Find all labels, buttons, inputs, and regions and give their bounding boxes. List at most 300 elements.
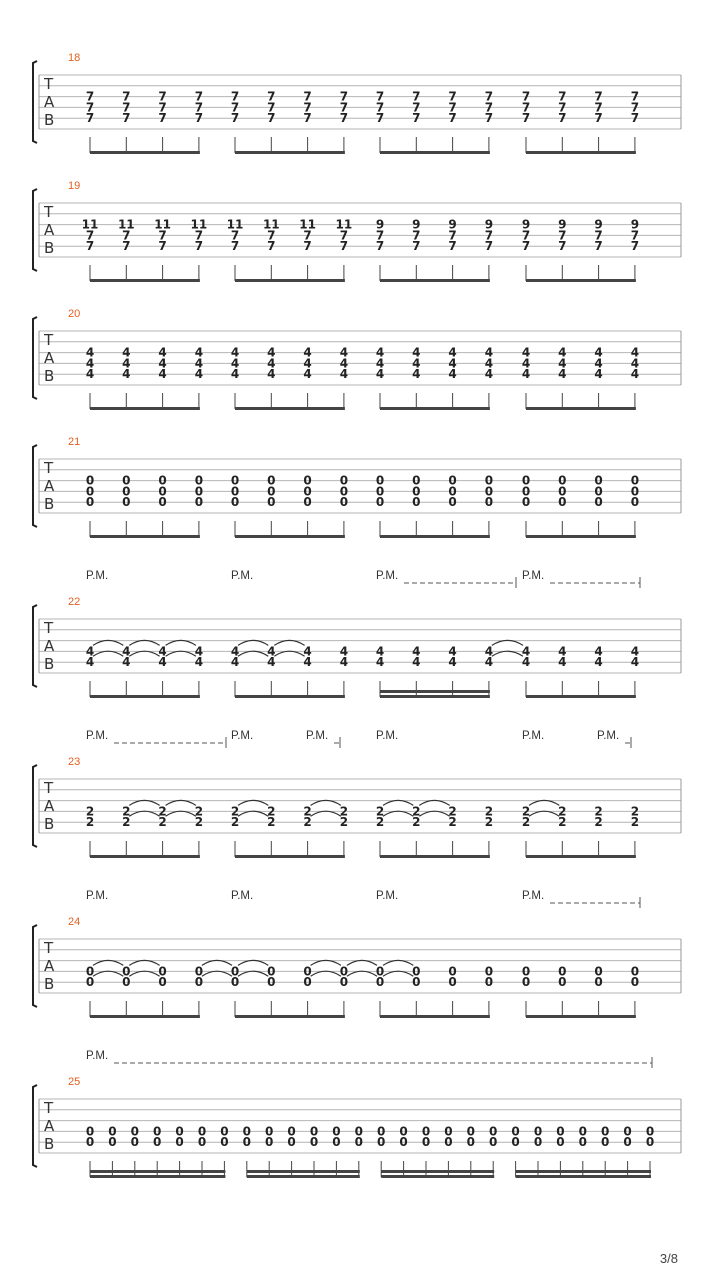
fret-number: 0 (521, 473, 531, 488)
fret-number: 7 (158, 89, 167, 104)
fret-number: 7 (158, 111, 167, 126)
tab-letter: T (44, 779, 54, 797)
fret-number: 11 (190, 217, 208, 232)
fret-number: 7 (412, 100, 421, 115)
fret-number: 4 (448, 345, 457, 360)
fret-number: 0 (630, 964, 640, 979)
fret-number: 7 (194, 228, 204, 243)
fret-number: 2 (630, 815, 640, 830)
fret-number: 7 (375, 100, 385, 115)
fret-number: 7 (412, 228, 421, 243)
fret-number: 7 (303, 89, 312, 104)
fret-number: 9 (594, 217, 603, 232)
fret-number: 2 (484, 804, 494, 819)
fret-number: 7 (484, 111, 494, 126)
fret-number: 0 (194, 495, 204, 510)
palm-mute-label: P.M. (597, 730, 620, 742)
staff-brace (33, 765, 37, 847)
fret-number: 0 (412, 495, 421, 510)
fret-number: 0 (303, 484, 312, 499)
fret-number: 7 (558, 89, 567, 104)
fret-number: 4 (630, 367, 640, 382)
fret-number: 7 (521, 111, 531, 126)
fret-number: 4 (230, 345, 240, 360)
tab-letter: A (44, 797, 55, 815)
fret-number: 7 (85, 239, 95, 254)
fret-number: 2 (267, 804, 276, 819)
note-beam (526, 855, 636, 858)
fret-number: 7 (375, 89, 385, 104)
note-beam (381, 1170, 494, 1173)
tie (129, 640, 159, 645)
fret-number: 4 (594, 345, 603, 360)
fret-number: 0 (108, 1124, 117, 1139)
measure-18 (33, 52, 681, 154)
tie (347, 960, 377, 965)
fret-number: 7 (122, 239, 131, 254)
fret-number: 2 (448, 815, 457, 830)
fret-number: 7 (194, 111, 204, 126)
fret-number: 0 (444, 1124, 453, 1139)
fret-number: 4 (339, 356, 349, 371)
fret-number: 0 (521, 495, 531, 510)
note-beam (380, 695, 490, 698)
fret-number: 0 (303, 964, 312, 979)
tab-letter: A (44, 637, 55, 655)
tab-letter: A (44, 1117, 55, 1135)
fret-number: 0 (484, 495, 494, 510)
fret-number: 0 (220, 1124, 229, 1139)
fret-number: 4 (267, 655, 276, 670)
fret-number: 0 (175, 1124, 184, 1139)
tie (238, 811, 268, 816)
fret-number: 4 (375, 644, 385, 659)
fret-number: 0 (339, 964, 349, 979)
tab-letter: B (44, 111, 55, 129)
tab-letter: T (44, 1099, 54, 1117)
fret-number: 4 (85, 655, 95, 670)
measure-20 (33, 308, 681, 410)
fret-number: 0 (375, 975, 385, 990)
fret-number: 0 (377, 1124, 386, 1139)
tie (419, 800, 449, 805)
palm-mute-label: P.M. (306, 730, 329, 742)
fret-number: 0 (122, 975, 131, 990)
fret-number: 0 (412, 975, 421, 990)
measure-number: 18 (68, 52, 81, 64)
fret-number: 7 (122, 111, 131, 126)
fret-number: 0 (448, 495, 457, 510)
note-beam (90, 855, 200, 858)
fret-number: 7 (448, 228, 457, 243)
fret-number: 2 (448, 804, 457, 819)
fret-number: 7 (267, 89, 276, 104)
fret-number: 7 (85, 228, 95, 243)
fret-number: 0 (130, 1135, 139, 1150)
palm-mute-label: P.M. (86, 890, 109, 902)
fret-number: 2 (521, 804, 531, 819)
fret-number: 4 (122, 644, 131, 659)
tie (93, 971, 123, 976)
fret-number: 0 (630, 484, 640, 499)
tab-letter: T (44, 75, 54, 93)
fret-number: 4 (122, 356, 131, 371)
note-beam (247, 1175, 360, 1178)
fret-number: 2 (375, 815, 385, 830)
tie (529, 811, 559, 816)
palm-mute-label: P.M. (376, 570, 399, 582)
fret-number: 0 (645, 1135, 655, 1150)
staff-brace (33, 189, 37, 271)
fret-number: 7 (484, 228, 494, 243)
fret-number: 4 (303, 345, 312, 360)
note-beam (380, 151, 490, 154)
fret-number: 0 (521, 964, 531, 979)
palm-mute-label: P.M. (231, 730, 254, 742)
tab-letter: A (44, 93, 55, 111)
fret-number: 0 (630, 975, 640, 990)
fret-number: 0 (267, 473, 276, 488)
fret-number: 7 (230, 228, 240, 243)
fret-number: 4 (521, 367, 531, 382)
fret-number: 0 (533, 1124, 543, 1139)
fret-number: 4 (158, 367, 167, 382)
tab-letter: B (44, 815, 55, 833)
fret-number: 4 (158, 345, 167, 360)
fret-number: 7 (594, 100, 603, 115)
fret-number: 2 (267, 815, 276, 830)
palm-mute-label: P.M. (522, 570, 545, 582)
tie (529, 800, 559, 805)
fret-number: 7 (267, 228, 276, 243)
fret-number: 9 (484, 217, 494, 232)
measure-number: 21 (68, 436, 81, 448)
fret-number: 2 (158, 815, 167, 830)
fret-number: 7 (85, 100, 95, 115)
fret-number: 4 (630, 356, 640, 371)
fret-number: 4 (267, 356, 276, 371)
fret-number: 4 (412, 345, 421, 360)
fret-number: 4 (303, 655, 312, 670)
note-beam (235, 855, 345, 858)
note-beam (235, 535, 345, 538)
tie (129, 811, 159, 816)
tie (238, 651, 268, 656)
fret-number: 0 (558, 495, 567, 510)
tie (166, 800, 196, 805)
fret-number: 0 (511, 1135, 520, 1150)
fret-number: 4 (630, 644, 640, 659)
tie (383, 960, 413, 965)
fret-number: 7 (303, 239, 312, 254)
measure-number: 24 (68, 916, 81, 928)
fret-number: 4 (194, 345, 204, 360)
fret-number: 0 (122, 964, 131, 979)
fret-number: 7 (448, 111, 457, 126)
fret-number: 0 (354, 1135, 363, 1150)
fret-number: 4 (594, 367, 603, 382)
fret-number: 4 (558, 356, 567, 371)
staff-brace (33, 317, 37, 399)
fret-number: 7 (230, 89, 240, 104)
fret-number: 7 (521, 100, 531, 115)
fret-number: 7 (303, 228, 312, 243)
fret-number: 7 (484, 89, 494, 104)
fret-number: 7 (267, 111, 276, 126)
note-beam (526, 535, 636, 538)
fret-number: 4 (412, 367, 421, 382)
tie (202, 971, 232, 976)
fret-number: 0 (158, 975, 167, 990)
fret-number: 7 (448, 100, 457, 115)
note-beam (380, 1015, 490, 1018)
fret-number: 0 (645, 1124, 655, 1139)
palm-mute-label: P.M. (86, 570, 109, 582)
fret-number: 0 (448, 484, 457, 499)
fret-number: 0 (153, 1124, 162, 1139)
tab-letter: A (44, 957, 55, 975)
measure-19 (33, 180, 681, 282)
fret-number: 4 (448, 655, 457, 670)
fret-number: 2 (594, 815, 603, 830)
tab-letter: B (44, 655, 55, 673)
fret-number: 0 (267, 964, 276, 979)
fret-number: 0 (578, 1135, 587, 1150)
palm-mute-label: P.M. (86, 730, 109, 742)
fret-number: 7 (412, 239, 421, 254)
staff-brace (33, 605, 37, 687)
fret-number: 4 (484, 655, 494, 670)
fret-number: 0 (484, 484, 494, 499)
fret-number: 7 (339, 111, 349, 126)
note-beam (380, 690, 490, 693)
fret-number: 7 (630, 228, 640, 243)
note-beam (90, 407, 200, 410)
fret-number: 11 (226, 217, 244, 232)
tie (93, 960, 123, 965)
fret-number: 2 (339, 804, 349, 819)
fret-number: 9 (412, 217, 421, 232)
fret-number: 4 (194, 356, 204, 371)
fret-number: 7 (339, 239, 349, 254)
fret-number: 0 (130, 1124, 139, 1139)
fret-number: 4 (594, 356, 603, 371)
fret-number: 7 (558, 100, 567, 115)
fret-number: 2 (122, 804, 131, 819)
palm-mute-label: P.M. (231, 890, 254, 902)
fret-number: 4 (85, 367, 95, 382)
tie (238, 800, 268, 805)
fret-number: 0 (265, 1124, 274, 1139)
fret-number: 7 (558, 239, 567, 254)
tie (311, 960, 341, 965)
fret-number: 0 (375, 484, 385, 499)
fret-number: 7 (521, 89, 531, 104)
fret-number: 7 (412, 111, 421, 126)
fret-number: 0 (594, 975, 603, 990)
note-beam (90, 695, 200, 698)
fret-number: 0 (578, 1124, 587, 1139)
fret-number: 0 (521, 484, 531, 499)
fret-number: 0 (556, 1124, 565, 1139)
fret-number: 0 (339, 495, 349, 510)
tie (383, 811, 413, 816)
fret-number: 2 (339, 815, 349, 830)
fret-number: 4 (412, 655, 421, 670)
fret-number: 0 (484, 964, 494, 979)
fret-number: 4 (484, 644, 494, 659)
fret-number: 9 (448, 217, 457, 232)
fret-number: 0 (242, 1135, 251, 1150)
fret-number: 0 (85, 1124, 95, 1139)
fret-number: 0 (220, 1135, 229, 1150)
fret-number: 7 (122, 228, 131, 243)
fret-number: 0 (339, 484, 349, 499)
tie (166, 811, 196, 816)
fret-number: 0 (558, 975, 567, 990)
fret-number: 0 (85, 1135, 95, 1150)
measure-number: 20 (68, 308, 81, 320)
note-beam (90, 535, 200, 538)
fret-number: 4 (558, 655, 567, 670)
fret-number: 4 (339, 367, 349, 382)
note-beam (235, 1015, 345, 1018)
tie (238, 971, 268, 976)
fret-number: 0 (230, 964, 240, 979)
fret-number: 0 (448, 975, 457, 990)
fret-number: 2 (194, 815, 204, 830)
fret-number: 4 (521, 655, 531, 670)
fret-number: 0 (623, 1135, 632, 1150)
fret-number: 4 (448, 356, 457, 371)
fret-number: 0 (309, 1135, 319, 1150)
tie (238, 960, 268, 965)
fret-number: 4 (521, 356, 531, 371)
note-beam (235, 151, 345, 154)
fret-number: 0 (594, 964, 603, 979)
fret-number: 7 (158, 228, 167, 243)
fret-number: 4 (558, 367, 567, 382)
note-beam (235, 407, 345, 410)
tie (129, 971, 159, 976)
measure-number: 19 (68, 180, 81, 192)
fret-number: 0 (594, 484, 603, 499)
fret-number: 4 (412, 644, 421, 659)
tab-letter: B (44, 1135, 55, 1153)
fret-number: 7 (230, 100, 240, 115)
fret-number: 0 (153, 1135, 162, 1150)
fret-number: 0 (303, 473, 312, 488)
fret-number: 0 (489, 1124, 498, 1139)
palm-mute-label: P.M. (522, 730, 545, 742)
fret-number: 4 (375, 655, 385, 670)
tie (274, 651, 304, 656)
fret-number: 4 (412, 356, 421, 371)
tab-letter: A (44, 477, 55, 495)
fret-number: 7 (303, 100, 312, 115)
fret-number: 4 (594, 644, 603, 659)
fret-number: 0 (287, 1124, 296, 1139)
fret-number: 2 (303, 815, 312, 830)
measure-24 (33, 890, 681, 1018)
tie (383, 800, 413, 805)
fret-number: 7 (267, 100, 276, 115)
fret-number: 0 (122, 495, 131, 510)
fret-number: 0 (230, 495, 240, 510)
note-beam (90, 1170, 225, 1173)
fret-number: 4 (267, 367, 276, 382)
fret-number: 0 (412, 473, 421, 488)
fret-number: 0 (303, 495, 312, 510)
fret-number: 7 (339, 89, 349, 104)
fret-number: 7 (412, 89, 421, 104)
fret-number: 0 (85, 484, 95, 499)
fret-number: 4 (267, 345, 276, 360)
fret-number: 4 (303, 367, 312, 382)
fret-number: 0 (158, 484, 167, 499)
fret-number: 0 (194, 484, 204, 499)
staff-brace (33, 925, 37, 1007)
fret-number: 2 (158, 804, 167, 819)
fret-number: 0 (242, 1124, 251, 1139)
fret-number: 4 (521, 644, 531, 659)
fret-number: 0 (533, 1135, 543, 1150)
note-beam (526, 1015, 636, 1018)
fret-number: 9 (521, 217, 531, 232)
note-beam (526, 151, 636, 154)
fret-number: 4 (158, 655, 167, 670)
tie (492, 651, 523, 656)
fret-number: 0 (194, 473, 204, 488)
fret-number: 0 (303, 975, 312, 990)
note-beam (526, 695, 636, 698)
fret-number: 7 (194, 239, 204, 254)
fret-number: 0 (197, 1124, 207, 1139)
tie (419, 811, 449, 816)
fret-number: 4 (85, 644, 95, 659)
tie (93, 651, 123, 656)
fret-number: 7 (85, 89, 95, 104)
fret-number: 0 (444, 1135, 453, 1150)
fret-number: 4 (448, 644, 457, 659)
fret-number: 2 (230, 804, 240, 819)
fret-number: 4 (521, 345, 531, 360)
fret-number: 4 (484, 356, 494, 371)
fret-number: 2 (484, 815, 494, 830)
fret-number: 4 (85, 345, 95, 360)
fret-number: 7 (194, 89, 204, 104)
fret-number: 7 (594, 239, 603, 254)
fret-number: 4 (339, 655, 349, 670)
fret-number: 9 (630, 217, 640, 232)
fret-number: 7 (375, 111, 385, 126)
tie (93, 640, 123, 645)
fret-number: 0 (375, 473, 385, 488)
fret-number: 7 (630, 89, 640, 104)
fret-number: 4 (122, 345, 131, 360)
fret-number: 7 (230, 111, 240, 126)
fret-number: 0 (448, 473, 457, 488)
measure-22 (33, 570, 681, 698)
fret-number: 0 (448, 964, 457, 979)
fret-number: 7 (594, 228, 603, 243)
fret-number: 11 (299, 217, 316, 232)
fret-number: 4 (558, 644, 567, 659)
fret-number: 4 (594, 655, 603, 670)
fret-number: 4 (230, 644, 240, 659)
fret-number: 7 (339, 100, 349, 115)
note-beam (235, 695, 345, 698)
